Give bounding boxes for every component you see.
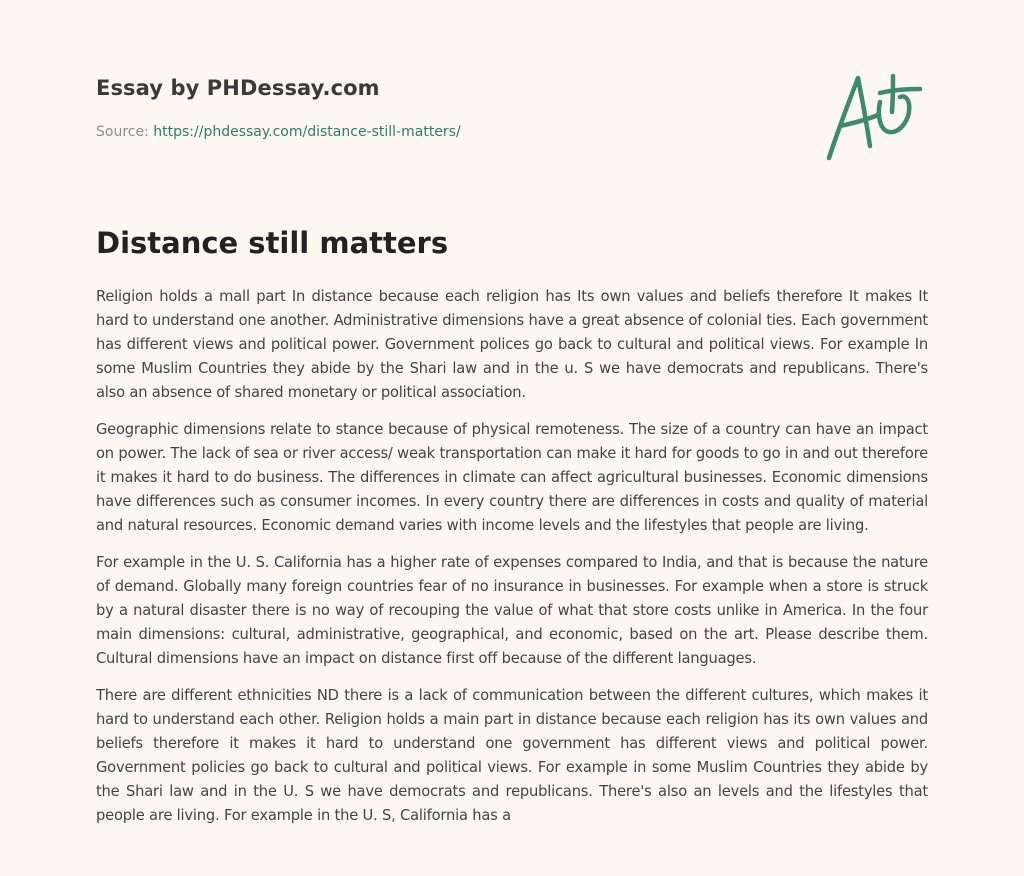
source-label: Source: [96, 124, 149, 140]
a-plus-grade-logo [820, 68, 930, 164]
essay-paragraph: Religion holds a mall part In distance because each religion has Its own values and beliefs therefore It makes It hard to understand one another. Administrative dimensions have a great absence of colonial ties. Each government has different views and political power. Government polices go back to cultural and political views. For example In some Muslim Countries they abide by the Shari law and in the u. S we have democrats and republicans. There's also an absence of shared monetary or political association. [96, 288, 928, 401]
essay-paragraph: There are different ethnicities ND there is a lack of communication between the different cultures, which makes it hard to understand each other. Religion holds a main part in distance because each religion has its own values and beliefs therefore it makes it hard to understand one government has different views and political power. Government policies go back to cultural and political views. For example in some Muslim Countries they abide by the Shari law and in the U. S we have democrats and republicans. There's also an levels and the lifestyles that people are living. For example in the U. S, California has a [96, 687, 928, 824]
essay-body [96, 285, 928, 841]
a-plus-icon [820, 68, 930, 164]
site-title: Essay by PHDessay.com [96, 76, 380, 100]
source-line [96, 124, 461, 140]
essay-paragraph: For example in the U. S. California has a higher rate of expenses compared to India, and that is because the nature of demand. Globally many foreign countries fear of no insurance in businesses. For example when a store is struck by a natural disaster there is no way of recouping the value of what that store costs unlike in America. In the four main dimensions: cultural, administrative, geographical, and economic, based on the art. Please describe them. Cultural dimensions have an impact on distance first off because of the different languages. [96, 554, 928, 667]
source-link[interactable]: https://phdessay.com/distance-still-matters/ [153, 124, 461, 140]
essay-paragraph: Geographic dimensions relate to stance because of physical remoteness. The size of a country can have an impact on power. The lack of sea or river access/ weak transportation can make it hard for goods to go in and out therefore it makes it hard to do business. The differences in climate can affect agricultural businesses. Economic dimensions have differences such as consumer incomes. In every country there are differences in costs and quality of material and natural resources. Economic demand varies with income levels and the lifestyles that people are living. [96, 421, 928, 534]
essay-title: Distance still matters [96, 226, 449, 260]
